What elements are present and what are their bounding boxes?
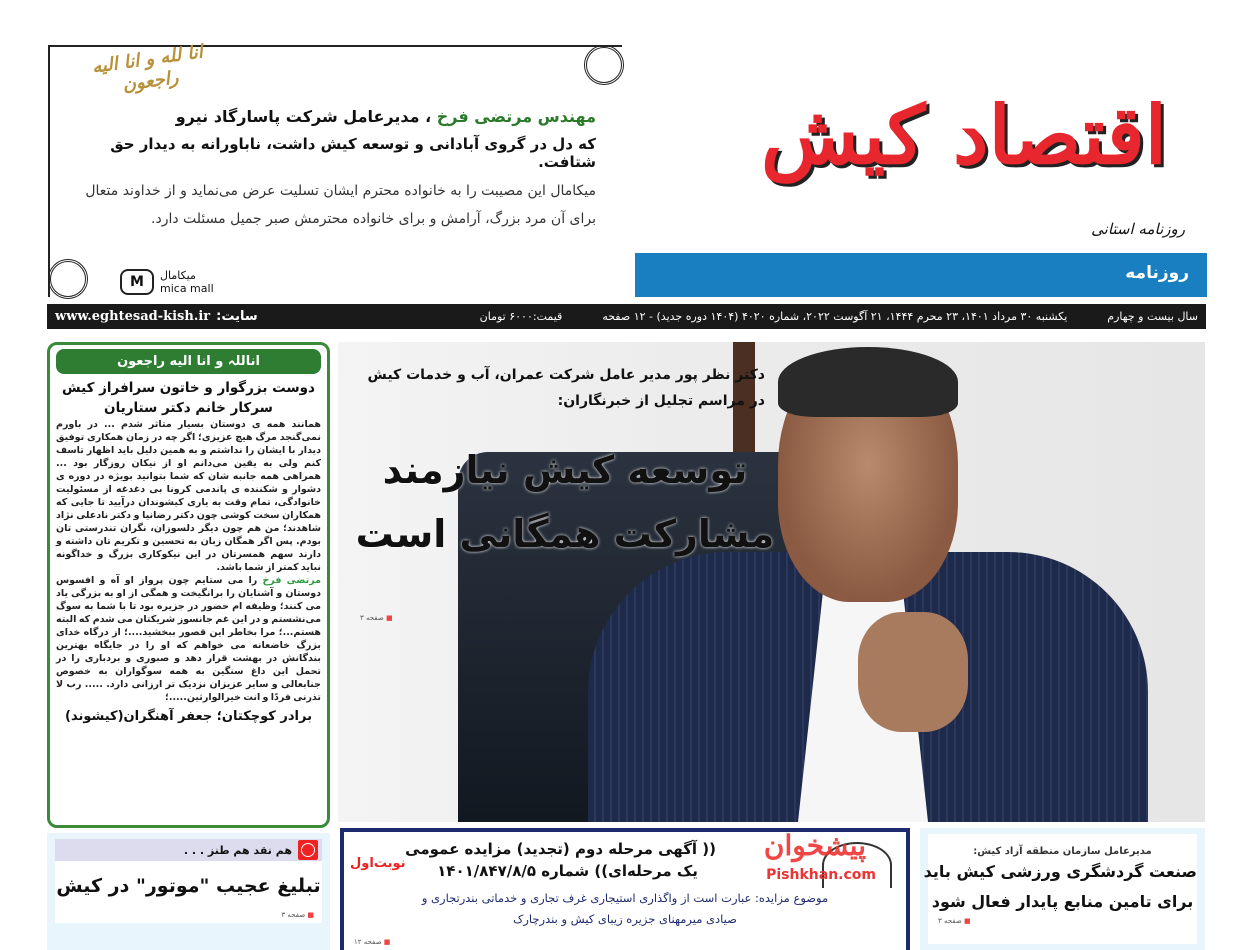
- tourism-headline: برای تامین منابع پایدار فعال شود: [931, 892, 1194, 911]
- issue-date: یکشنبه ۳۰ مرداد ۱۴۰۱، ۲۳ محرم ۱۴۴۴، ۲۱ آگوست ۲۰۲۲، شماره ۴۰۲۰ (۱۴۰۴ دوره جدید) - ۱۲ صفحه: [602, 310, 1068, 323]
- tourism-story[interactable]: [920, 828, 1205, 950]
- obituary-signature: برادر کوچکتان؛ جعفر آهنگران(کیشوند): [65, 709, 312, 724]
- lead-headline[interactable]: توسعه کیش نیازمند مشارکت همگانی است: [355, 448, 775, 556]
- watermark: پیشخوان: [763, 829, 866, 862]
- page-ref: ■ صفحه ۳: [360, 614, 393, 622]
- page-ref: ■ صفحه ۳: [55, 911, 322, 923]
- masthead: [635, 40, 1207, 298]
- photo-hand: [858, 612, 968, 732]
- lead-story[interactable]: [338, 342, 1205, 822]
- obituary-box: [47, 342, 330, 828]
- obituary-title: سرکار خانم دکتر ستاریان: [104, 400, 273, 416]
- satire-icon: [298, 840, 318, 860]
- auction-round: نوبت‌اول: [350, 856, 406, 871]
- volume-year: سال بیست و چهارم: [1107, 310, 1198, 323]
- micamall-logo: M میکامال mica mall: [120, 269, 214, 295]
- auction-title: (( آگهی مرحله دوم (تجدید) مزایده عمومی: [405, 840, 716, 858]
- condolence-ad: [48, 41, 622, 297]
- auction-body: موضوع مزایده: عبارت است از واگذاری استیجاری غرف تجاری و خدماتی بندرتجاری و صیادی میرمهنای جزیره زیبای کیش و بندرچارک: [421, 891, 829, 926]
- page-ref: ■ صفحه ۱۲: [354, 938, 390, 946]
- micamall-icon: M: [120, 269, 154, 295]
- ornament-icon: [584, 45, 624, 85]
- page-ref: ■ صفحه ۳: [928, 917, 1197, 925]
- price: قیمت:۶۰۰۰ تومان: [479, 310, 563, 323]
- ad-line2: که دل در گروی آبادانی و توسعه کیش داشت، ناباورانه به دیدار حق شتافت.: [110, 135, 596, 171]
- ornament-icon: [48, 259, 88, 299]
- masthead-subtitle: روزنامه استانی: [1091, 220, 1185, 238]
- calligraphy-logo: انا لله و انا الیه راجعون: [90, 41, 205, 96]
- newspaper-logo: اقتصاد کیش: [760, 88, 1167, 182]
- obituary-text: مرتضی فرخ را می ستایم چون پرواز او آه و افسوس دوستان و آشنایان را برانگیخت و همگی از او به بزرگی یاد می کنند؛ وظیفه ام حضور در جزیره بود تا با شما به سوگ می‌نشستم و در این غم جانسوز شریکتان می شدم که البته هستم...؛ مرا بخاطر این قصور ببخشید....؛ از درگاه خدای بزرگ خاضعانه می خواهم که او را در جایگاه بهترین بندگانش در بهشت قرار دهد و صبوری و بردباری را در تحمل این داغ سنگین به همه سوگواران به خصوص جنابعالی و سایر عزیزان نزدیک تر ارزانی دارد. ..... رب لا تذرنی فردًا و انت خیرالوارثین.....؛: [56, 575, 321, 703]
- dateline-strip: [47, 304, 1206, 329]
- photo-hair: [778, 347, 958, 417]
- tourism-story-inner: [923, 834, 1197, 944]
- satire-title: تبلیغ عجیب "موتور" در کیش: [55, 861, 322, 911]
- site-label: سایت:: [216, 309, 258, 324]
- satire-box[interactable]: [47, 833, 330, 950]
- satire-label: هم نقد هم طنز . . .: [55, 839, 322, 861]
- ad-headline: مهندس مرتضی فرخ ، مدیرعامل شرکت پاسارگاد نیرو: [175, 107, 596, 126]
- auction-ad[interactable]: [340, 828, 910, 950]
- ad-body: میکامال این مصیبت را به خانواده محترم ایشان تسلیت عرض می‌نماید و از خداوند متعال برای آن مرد بزرگ، آرامش و برای خانواده محترمش صبر جمیل مسئلت دارد.: [85, 183, 596, 227]
- obituary-text: همانند همه ی دوستان بسیار متاثر شدم ... در باورم نمی‌گنجد مرگ هیچ عزیزی؛ اگر چه در زمان همکاری توفیق دیدار با ایشان را نداشتم و به همین دلیل باید اظهار تاسف کنم ولی به یقین می‌دانم او از نیکان روزگار بود ... همراهی همه جانبه شان که شما بتوانید بویژه در دوره ی دشوار و شکننده ی پاندمی کرونا بی دغدغه از مسئولیت خانوادگی، تمام وقت به یاری کیشوندان درآیید تا جایی که همکاران سخت کوشی چون دکتر رضانیا و دکتر نادعلی نژاد شاهدند؛ من هم چون دیگر دلسوزان، نگران تندرستی تان بودم. پس اگر همگان زبان به تحسین و تکریم تان داشته و دارند سهم همسرتان در این نیکوکاری بزرگ و خداگونه نباید کمتر از شما باشد.: [56, 419, 321, 573]
- obituary-header: اناللہ و انا الیه راجعون: [56, 349, 321, 374]
- masthead-bar: روزنامه: [635, 253, 1207, 297]
- obituary-title: دوست بزرگوار و خاتون سرافراز کیش: [62, 380, 315, 396]
- auction-number: یک مرحله‌ای)) شماره ۱۴۰۱/۸۴۷/۸/۵: [437, 862, 698, 880]
- tourism-kicker: مدیرعامل سازمان منطقه آزاد کیش:: [973, 846, 1152, 857]
- tourism-headline: صنعت گردشگری ورزشی کیش باید: [923, 862, 1197, 881]
- lead-kicker: دکتر نظر پور مدیر عامل شرکت عمران، آب و خدمات کیش در مراسم تجلیل از خبرنگاران:: [367, 367, 765, 409]
- website-link[interactable]: www.eghtesad-kish.ir: [55, 309, 211, 324]
- watermark-url: Pishkhan.com: [766, 867, 876, 883]
